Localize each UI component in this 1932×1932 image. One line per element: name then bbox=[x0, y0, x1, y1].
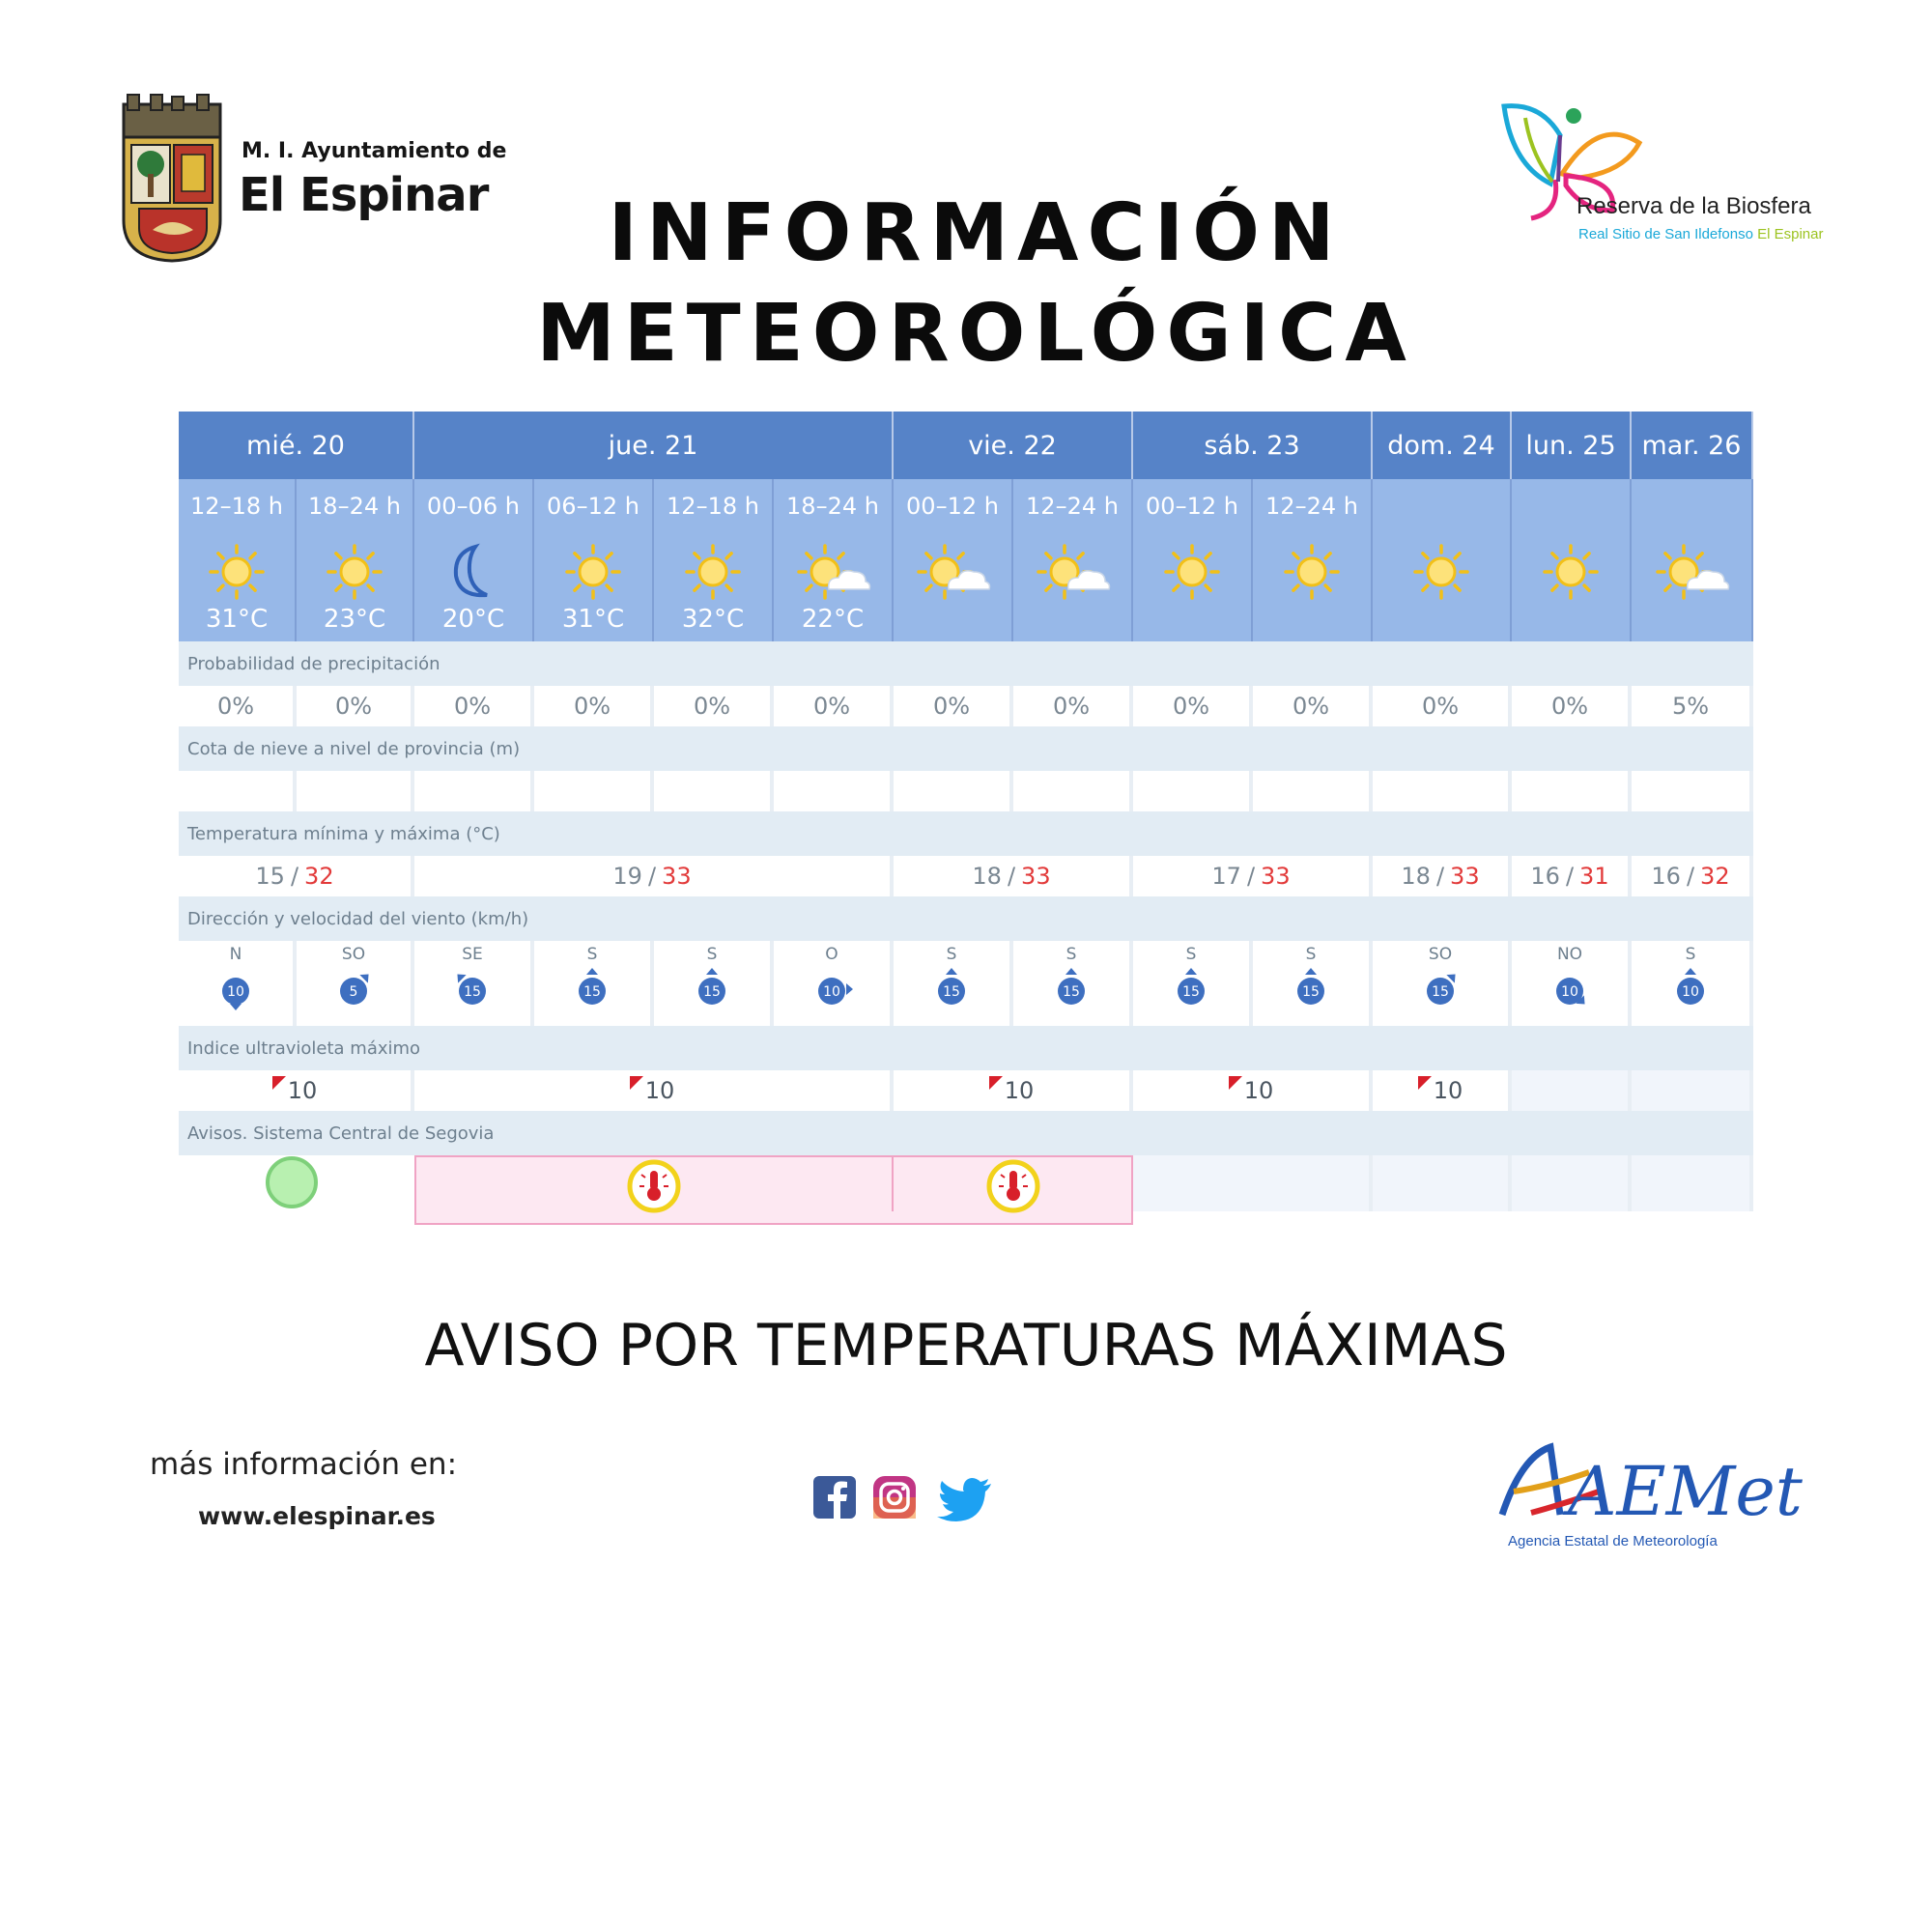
wind-direction: S bbox=[586, 945, 598, 964]
aemet-logo-text: AEMet bbox=[1568, 1452, 1803, 1531]
precip-value: 0% bbox=[179, 686, 297, 726]
wind-cell bbox=[894, 941, 1013, 1026]
wind-speed: 15 bbox=[1182, 984, 1200, 1000]
day-header: mar. 26 bbox=[1632, 412, 1753, 479]
period-temp: 32°C bbox=[681, 605, 745, 634]
day-header: dom. 24 bbox=[1373, 412, 1512, 479]
website-link[interactable]: www.elespinar.es bbox=[198, 1502, 436, 1530]
wind-direction: S bbox=[1065, 945, 1077, 964]
wind-direction: S bbox=[1685, 945, 1696, 964]
period-cell bbox=[1013, 479, 1133, 641]
period-cell bbox=[297, 479, 414, 641]
precip-value: 0% bbox=[1512, 686, 1632, 726]
precip-value: 0% bbox=[774, 686, 894, 726]
wind-speed: 15 bbox=[1063, 984, 1080, 1000]
coat-of-arms-icon bbox=[118, 95, 226, 264]
temp-separator: / bbox=[1007, 863, 1016, 890]
sun-cloud-icon bbox=[796, 537, 869, 611]
row-label: Dirección y velocidad del viento (km/h) bbox=[179, 896, 1753, 941]
uv-number: 10 bbox=[1004, 1077, 1035, 1104]
social-icons bbox=[813, 1472, 992, 1522]
biosfera-place-a: Real Sitio de San Ildefonso bbox=[1578, 226, 1753, 242]
uv-value bbox=[1133, 1070, 1373, 1111]
temp-separator: / bbox=[1435, 863, 1445, 890]
wind-cell bbox=[654, 941, 774, 1026]
period-label: 12–24 h bbox=[1265, 493, 1358, 520]
warning-heat-icon[interactable] bbox=[984, 1153, 1042, 1211]
period-temp: 23°C bbox=[323, 605, 386, 634]
temp-min: 16 bbox=[1530, 863, 1560, 890]
wind-cell bbox=[1512, 941, 1632, 1026]
snow-value bbox=[414, 771, 534, 811]
day-header: mié. 20 bbox=[179, 412, 414, 479]
wind-speed: 15 bbox=[583, 984, 601, 1000]
warning-empty bbox=[1632, 1155, 1753, 1211]
sun-icon bbox=[1405, 537, 1478, 611]
period-temp: 20°C bbox=[441, 605, 505, 634]
more-info-label: más información en: bbox=[150, 1447, 458, 1482]
sun-cloud-icon bbox=[1036, 537, 1109, 611]
wind-cell bbox=[1373, 941, 1512, 1026]
snow-value bbox=[774, 771, 894, 811]
wind-direction: SE bbox=[462, 945, 483, 964]
temp-separator: / bbox=[1686, 863, 1695, 890]
title-line2: METEOROLÓGICA bbox=[536, 288, 1415, 380]
wind-arrow-icon bbox=[1288, 966, 1334, 1012]
wind-speed: 15 bbox=[943, 984, 960, 1000]
period-label: 18–24 h bbox=[308, 493, 401, 520]
period-cell bbox=[894, 479, 1013, 641]
warning-empty bbox=[1512, 1155, 1632, 1211]
uv-flag-icon bbox=[1229, 1076, 1242, 1090]
wind-speed: 15 bbox=[1432, 984, 1449, 1000]
period-cell bbox=[179, 479, 297, 641]
wind-arrow-icon bbox=[330, 966, 377, 1012]
temp-max: 32 bbox=[304, 863, 334, 890]
warning-green-icon[interactable] bbox=[263, 1153, 321, 1211]
wind-arrow-icon bbox=[569, 966, 615, 1012]
temp-min: 17 bbox=[1211, 863, 1241, 890]
precip-value: 0% bbox=[297, 686, 414, 726]
wind-arrow-icon bbox=[1417, 966, 1463, 1012]
wind-direction: SO bbox=[341, 945, 366, 964]
sun-icon bbox=[318, 537, 391, 611]
period-temp: 31°C bbox=[205, 605, 269, 634]
wind-arrow-icon bbox=[1547, 966, 1593, 1012]
snow-value bbox=[1373, 771, 1512, 811]
wind-cell bbox=[1013, 941, 1133, 1026]
uv-value bbox=[1632, 1070, 1753, 1111]
uv-flag-icon bbox=[272, 1076, 286, 1090]
wind-speed: 10 bbox=[823, 984, 840, 1000]
wind-direction: N bbox=[229, 945, 242, 964]
wind-cell bbox=[1133, 941, 1253, 1026]
snow-value bbox=[1632, 771, 1753, 811]
period-label: 00–12 h bbox=[1146, 493, 1238, 520]
page-title bbox=[483, 184, 1468, 384]
temp-min: 18 bbox=[972, 863, 1002, 890]
temp-min: 18 bbox=[1401, 863, 1431, 890]
sun-cloud-icon bbox=[1655, 537, 1728, 611]
snow-value bbox=[1253, 771, 1373, 811]
temp-minmax bbox=[1512, 856, 1632, 896]
sun-icon bbox=[676, 537, 750, 611]
sun-icon bbox=[556, 537, 630, 611]
instagram-icon[interactable] bbox=[873, 1476, 916, 1519]
temp-max: 33 bbox=[1021, 863, 1051, 890]
wind-arrow-icon bbox=[449, 966, 496, 1012]
aemet-subtitle: Agencia Estatal de Meteorología bbox=[1508, 1533, 1718, 1549]
row-label: Probabilidad de precipitación bbox=[179, 641, 1753, 686]
forecast-table bbox=[179, 412, 1753, 1223]
temp-minmax bbox=[1133, 856, 1373, 896]
snow-value bbox=[297, 771, 414, 811]
period-label: 18–24 h bbox=[786, 493, 879, 520]
precip-value: 0% bbox=[534, 686, 654, 726]
temp-minmax bbox=[414, 856, 894, 896]
uv-number: 10 bbox=[1433, 1077, 1463, 1104]
period-cell bbox=[774, 479, 894, 641]
uv-flag-icon bbox=[630, 1076, 643, 1090]
precip-value: 0% bbox=[1013, 686, 1133, 726]
wind-speed: 10 bbox=[227, 984, 244, 1000]
precip-value: 0% bbox=[654, 686, 774, 726]
snow-value bbox=[1512, 771, 1632, 811]
wind-arrow-icon bbox=[1667, 966, 1714, 1012]
ayuntamiento-logo bbox=[118, 95, 507, 264]
uv-flag-icon bbox=[989, 1076, 1003, 1090]
wind-speed: 5 bbox=[349, 984, 358, 1000]
precip-value: 0% bbox=[1133, 686, 1253, 726]
uv-flag-icon bbox=[1418, 1076, 1432, 1090]
wind-cell bbox=[297, 941, 414, 1026]
day-header: sáb. 23 bbox=[1133, 412, 1373, 479]
uv-number: 10 bbox=[644, 1077, 675, 1104]
precip-value: 5% bbox=[1632, 686, 1753, 726]
period-cell bbox=[1632, 479, 1753, 641]
wind-cell bbox=[774, 941, 894, 1026]
biosfera-subtitle bbox=[1578, 226, 1824, 242]
wind-direction: NO bbox=[1556, 945, 1583, 964]
uv-value bbox=[894, 1070, 1133, 1111]
wind-arrow-icon bbox=[928, 966, 975, 1012]
day-header: jue. 21 bbox=[414, 412, 894, 479]
period-cell bbox=[1373, 479, 1512, 641]
period-temp: 31°C bbox=[561, 605, 625, 634]
temp-separator: / bbox=[647, 863, 657, 890]
sun-icon bbox=[200, 537, 273, 611]
precip-value: 0% bbox=[1373, 686, 1512, 726]
temp-max: 33 bbox=[1450, 863, 1480, 890]
wind-arrow-icon bbox=[689, 966, 735, 1012]
row-label: Avisos. Sistema Central de Segovia bbox=[179, 1111, 1753, 1155]
temp-separator: / bbox=[1565, 863, 1575, 890]
biosfera-place-b: El Espinar bbox=[1757, 226, 1824, 242]
biosfera-title: Reserva de la Biosfera bbox=[1577, 193, 1811, 219]
row-label: Indice ultravioleta máximo bbox=[179, 1026, 1753, 1070]
wind-cell bbox=[1253, 941, 1373, 1026]
sun-icon bbox=[1155, 537, 1229, 611]
temp-separator: / bbox=[1246, 863, 1256, 890]
day-header: vie. 22 bbox=[894, 412, 1133, 479]
aemet-logo bbox=[1492, 1437, 1803, 1561]
uv-value bbox=[1373, 1070, 1512, 1111]
warning-empty bbox=[1133, 1155, 1373, 1211]
wind-speed: 10 bbox=[1561, 984, 1578, 1000]
uv-value bbox=[1512, 1070, 1632, 1111]
wind-arrow-icon bbox=[809, 966, 855, 1012]
sun-cloud-icon bbox=[916, 537, 989, 611]
temp-min: 16 bbox=[1651, 863, 1681, 890]
uv-value bbox=[414, 1070, 894, 1111]
warning-heat-icon[interactable] bbox=[625, 1153, 683, 1211]
facebook-icon[interactable] bbox=[813, 1476, 856, 1519]
snow-value bbox=[894, 771, 1013, 811]
twitter-icon[interactable] bbox=[937, 1478, 991, 1521]
row-label: Temperatura mínima y máxima (°C) bbox=[179, 811, 1753, 856]
temp-minmax bbox=[894, 856, 1133, 896]
period-label: 12–18 h bbox=[667, 493, 759, 520]
warning-divider bbox=[892, 1157, 894, 1211]
temp-separator: / bbox=[290, 863, 299, 890]
ayuntamiento-line1: M. I. Ayuntamiento de bbox=[242, 139, 507, 163]
precip-value: 0% bbox=[894, 686, 1013, 726]
sun-icon bbox=[1275, 537, 1349, 611]
aviso-heading: AVISO POR TEMPERATURAS MÁXIMAS bbox=[424, 1312, 1508, 1379]
period-cell bbox=[654, 479, 774, 641]
temp-minmax bbox=[1632, 856, 1753, 896]
moon-icon bbox=[437, 537, 510, 611]
period-label: 00–12 h bbox=[906, 493, 999, 520]
temp-max: 31 bbox=[1579, 863, 1609, 890]
temp-max: 33 bbox=[1261, 863, 1291, 890]
snow-value bbox=[1013, 771, 1133, 811]
period-label: 00–06 h bbox=[427, 493, 520, 520]
temp-max: 33 bbox=[662, 863, 692, 890]
snow-value bbox=[534, 771, 654, 811]
period-cell bbox=[1512, 479, 1632, 641]
period-cell bbox=[534, 479, 654, 641]
snow-value bbox=[1133, 771, 1253, 811]
wind-arrow-icon bbox=[1048, 966, 1094, 1012]
wind-direction: SO bbox=[1428, 945, 1453, 964]
period-cell bbox=[414, 479, 534, 641]
ayuntamiento-line2: El Espinar bbox=[239, 168, 489, 222]
wind-cell bbox=[179, 941, 297, 1026]
temp-minmax bbox=[179, 856, 414, 896]
wind-direction: S bbox=[946, 945, 957, 964]
wind-arrow-icon bbox=[1168, 966, 1214, 1012]
title-line1: INFORMACIÓN bbox=[608, 187, 1344, 279]
period-cell bbox=[1253, 479, 1373, 641]
wind-cell bbox=[1632, 941, 1753, 1026]
row-label: Cota de nieve a nivel de provincia (m) bbox=[179, 726, 1753, 771]
day-header: lun. 25 bbox=[1512, 412, 1632, 479]
warning-empty bbox=[1373, 1155, 1512, 1211]
temp-min: 15 bbox=[255, 863, 285, 890]
period-label: 06–12 h bbox=[547, 493, 639, 520]
snow-value bbox=[179, 771, 297, 811]
wind-direction: S bbox=[1305, 945, 1317, 964]
temp-min: 19 bbox=[612, 863, 642, 890]
wind-direction: O bbox=[825, 945, 838, 964]
biosfera-logo bbox=[1502, 97, 1831, 242]
temp-max: 32 bbox=[1700, 863, 1730, 890]
sun-icon bbox=[1534, 537, 1607, 611]
wind-cell bbox=[414, 941, 534, 1026]
uv-number: 10 bbox=[287, 1077, 318, 1104]
wind-direction: S bbox=[706, 945, 718, 964]
wind-cell bbox=[534, 941, 654, 1026]
precip-value: 0% bbox=[1253, 686, 1373, 726]
period-label: 12–18 h bbox=[190, 493, 283, 520]
uv-value bbox=[179, 1070, 414, 1111]
wind-direction: S bbox=[1185, 945, 1197, 964]
wind-speed: 15 bbox=[464, 984, 481, 1000]
snow-value bbox=[654, 771, 774, 811]
wind-arrow-icon bbox=[213, 966, 259, 1012]
wind-speed: 15 bbox=[1302, 984, 1320, 1000]
uv-number: 10 bbox=[1243, 1077, 1274, 1104]
temp-minmax bbox=[1373, 856, 1512, 896]
period-label: 12–24 h bbox=[1026, 493, 1119, 520]
wind-speed: 10 bbox=[1682, 984, 1699, 1000]
period-cell bbox=[1133, 479, 1253, 641]
wind-speed: 15 bbox=[703, 984, 721, 1000]
period-temp: 22°C bbox=[801, 605, 865, 634]
precip-value: 0% bbox=[414, 686, 534, 726]
